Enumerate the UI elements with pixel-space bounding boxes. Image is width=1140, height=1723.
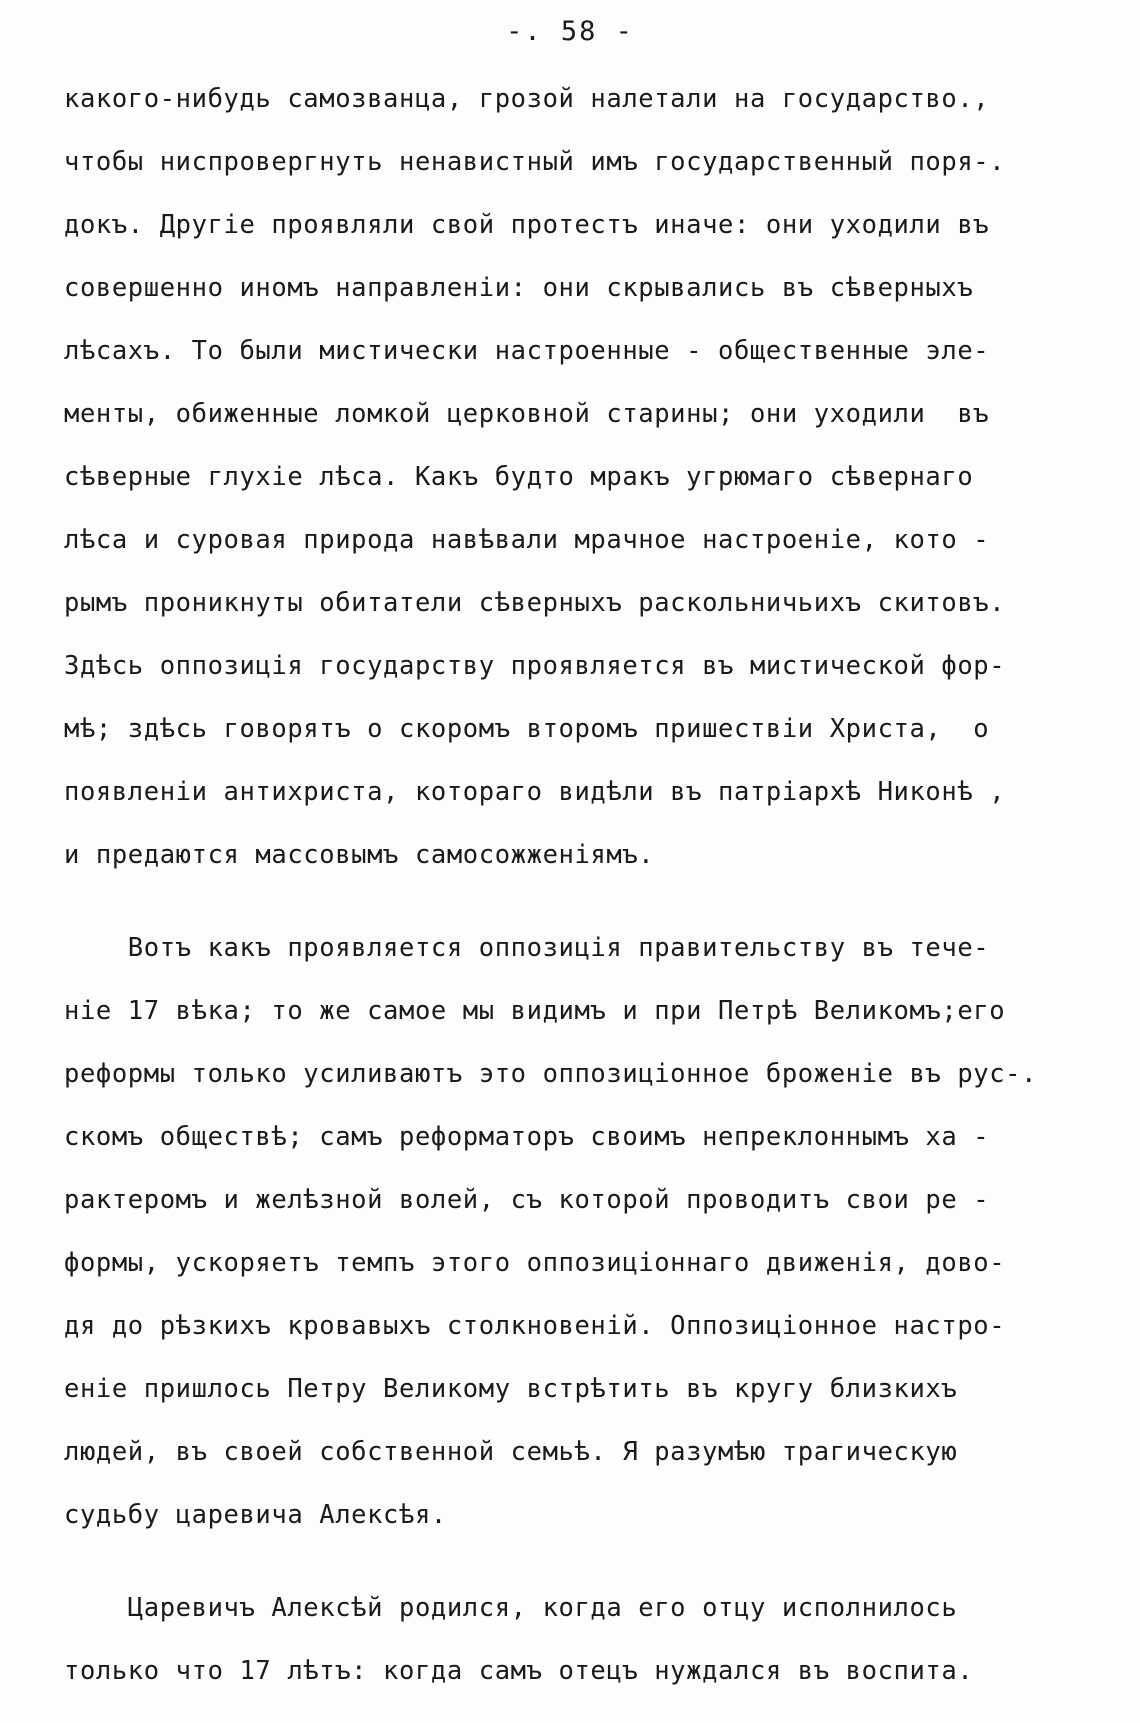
text-line: судьбу царевича Алексѣя. [64, 1500, 447, 1530]
text-line: рактеромъ и желѣзной волей, съ которой проводитъ свои ре - [64, 1185, 990, 1215]
text-line: рымъ проникнуты обитатели сѣверныхъ раскольничьихъ скитовъ. [64, 588, 1006, 618]
text-line: какого-нибудь самозванца, грозой налетали на государство., [64, 84, 990, 114]
text-line: ніе 17 вѣка; то же самое мы видимъ и при Петрѣ Великомъ;его [64, 996, 1006, 1026]
text-line: дя до рѣзкихъ кровавыхъ столкновеній. Оппозиціонное настро- [64, 1311, 1006, 1341]
text-line: скомъ обществѣ; самъ реформаторъ своимъ непреклоннымъ ха - [64, 1122, 990, 1152]
body-text [64, 68, 1104, 1703]
text-line: людей, въ своей собственной семьѣ. Я разумѣю трагическую [64, 1437, 958, 1467]
paragraph-spacer [64, 1547, 1104, 1577]
text-line: Царевичъ Алексѣй родился, когда его отцу исполнилось [64, 1593, 958, 1623]
text-line: появленіи антихриста, котораго видѣли въ патріархѣ Никонѣ , [64, 777, 1006, 807]
text-line: докъ. Другіе проявляли свой протестъ иначе: они уходили въ [64, 210, 990, 240]
text-line: Вотъ какъ проявляется оппозиція правительству въ тече- [64, 933, 990, 963]
text-line: формы, ускоряетъ темпъ этого оппозиціоннаго движенія, дово- [64, 1248, 1006, 1278]
text-line: лѣса и суровая природа навѣвали мрачное настроеніе, кото - [64, 525, 990, 555]
text-line: чтобы ниспровергнуть ненавистный имъ государственный поря-. [64, 147, 1006, 177]
paragraph-3 [64, 1577, 1104, 1703]
text-line: лѣсахъ. То были мистически настроенные - общественные эле- [64, 336, 990, 366]
text-line: Здѣсь оппозиція государству проявляется въ мистической фор- [64, 651, 1006, 681]
paragraph-spacer [64, 887, 1104, 917]
text-line: совершенно иномъ направленіи: они скрывались въ сѣверныхъ [64, 273, 974, 303]
text-line: только что 17 лѣтъ: когда самъ отецъ нуждался въ воспита. [64, 1656, 974, 1686]
paragraph-2 [64, 917, 1104, 1547]
text-line: реформы только усиливаютъ это оппозиціонное броженіе въ рус-. [64, 1059, 1038, 1089]
text-line: сѣверные глухіе лѣса. Какъ будто мракъ угрюмаго сѣвернаго [64, 462, 974, 492]
paragraph-1 [64, 68, 1104, 887]
text-line: и предаются массовымъ самосожженіямъ. [64, 840, 655, 870]
text-line: мѣ; здѣсь говорятъ о скоромъ второмъ пришествіи Христа, о [64, 714, 990, 744]
text-line: менты, обиженные ломкой церковной старины; они уходили въ [64, 399, 990, 429]
text-line: еніе пришлось Петру Великому встрѣтить въ кругу близкихъ [64, 1374, 958, 1404]
page-number: -. 58 - [506, 16, 634, 47]
